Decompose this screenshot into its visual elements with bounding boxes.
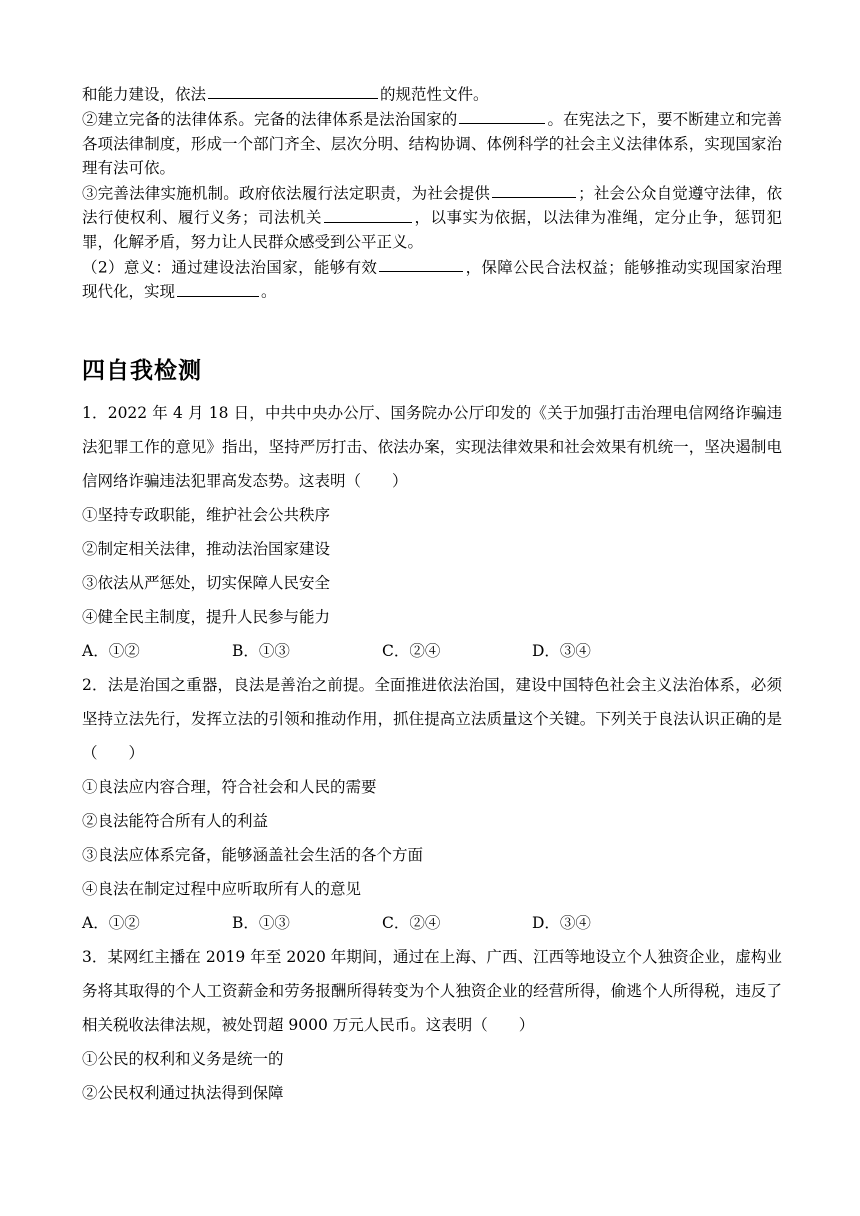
fill-blank (459, 107, 545, 124)
question-stem: 1．2022 年 4 月 18 日，中共中央办公厅、国务院办公厅印发的《关于加强打击治理电信网络诈骗违法犯罪工作的意见》指出，坚持严厉打击、依法办案，实现法律效果和社会效果有机统一，坚决遏制电信网络诈骗违法犯罪高发态势。这表明（ ） (82, 404, 782, 491)
choice-b[interactable]: B．①③ (232, 914, 290, 933)
choice-d[interactable]: D．③④ (532, 914, 591, 933)
fill-blank (379, 255, 463, 272)
choice-d[interactable]: D．③④ (532, 642, 591, 661)
statement-option: ③良法应体系完备，能够涵盖社会生活的各个方面 (82, 846, 424, 865)
note-significance: （2）意义：通过建设法治国家，能够有效 ，保障公民合法权益；能够推动实现国家治理现代化，实现 。 (82, 255, 782, 305)
statement-option: ④健全民主制度，提升人民参与能力 (82, 608, 331, 627)
statement-option: ②良法能符合所有人的利益 (82, 812, 269, 831)
question-stem: 3．某网红主播在 2019 年至 2020 年期间，通过在上海、广西、江西等地设立个人独资企业，虚构业务将其取得的个人工资薪金和劳务报酬所得转变为个人独资企业的经营所得，偷逃个人所得税，违反了相关税收法律法规，被处罚超 9000 万元人民币。这表明（ ） (82, 948, 782, 1035)
note-line: 和能力建设，依法 的规范性文件。 (82, 82, 782, 107)
answer-choices (82, 634, 782, 668)
choice-b[interactable]: B．①③ (232, 642, 290, 661)
statement-option: ①良法应内容合理，符合社会和人民的需要 (82, 778, 377, 797)
answer-choices (82, 906, 782, 940)
choice-a[interactable]: A．①② (82, 642, 140, 661)
statement-option: ①坚持专政职能，维护社会公共秩序 (82, 506, 331, 525)
statement-option: ④良法在制定过程中应听取所有人的意见 (82, 880, 362, 899)
question-list (82, 396, 782, 1110)
question-1 (82, 396, 782, 668)
choice-c[interactable]: C．②④ (382, 914, 441, 933)
section-title: 四自我检测 (82, 358, 202, 385)
question-3 (82, 940, 782, 1110)
choice-c[interactable]: C．②④ (382, 642, 441, 661)
fill-blank (208, 82, 378, 99)
statement-option: ②公民权利通过执法得到保障 (82, 1084, 284, 1103)
statement-option: ①公民的权利和义务是统一的 (82, 1050, 284, 1069)
statement-option: ②制定相关法律，推动法治国家建设 (82, 540, 331, 559)
document-page (82, 0, 782, 1110)
choice-a[interactable]: A．①② (82, 914, 140, 933)
fill-blank (492, 181, 576, 198)
note-item-2: ②建立完备的法律体系。完备的法律体系是法治国家的 。在宪法之下，要不断建立和完善各项法律制度，形成一个部门齐全、层次分明、结构协调、体例科学的社会主义法律体系，实现国家治理有法可依。 (82, 107, 782, 181)
review-notes (82, 0, 782, 304)
question-stem: 2．法是治国之重器，良法是善治之前提。全面推进依法治国，建设中国特色社会主义法治体系，必须坚持立法先行，发挥立法的引领和推动作用，抓住提高立法质量这个关键。下列关于良法认识正确的是（ ） (82, 676, 782, 763)
statement-option: ③依法从严惩处，切实保障人民安全 (82, 574, 331, 593)
fill-blank (177, 279, 259, 296)
note-item-3: ③完善法律实施机制。政府依法履行法定职责，为社会提供 ；社会公众自觉遵守法律，依法行使权利、履行义务；司法机关 ，以事实为依据，以法律为准绳，定分止争，惩罚犯罪，化解矛盾，努力让人民群众感受到公平正义。 (82, 181, 782, 255)
fill-blank (324, 205, 412, 222)
question-2 (82, 668, 782, 940)
